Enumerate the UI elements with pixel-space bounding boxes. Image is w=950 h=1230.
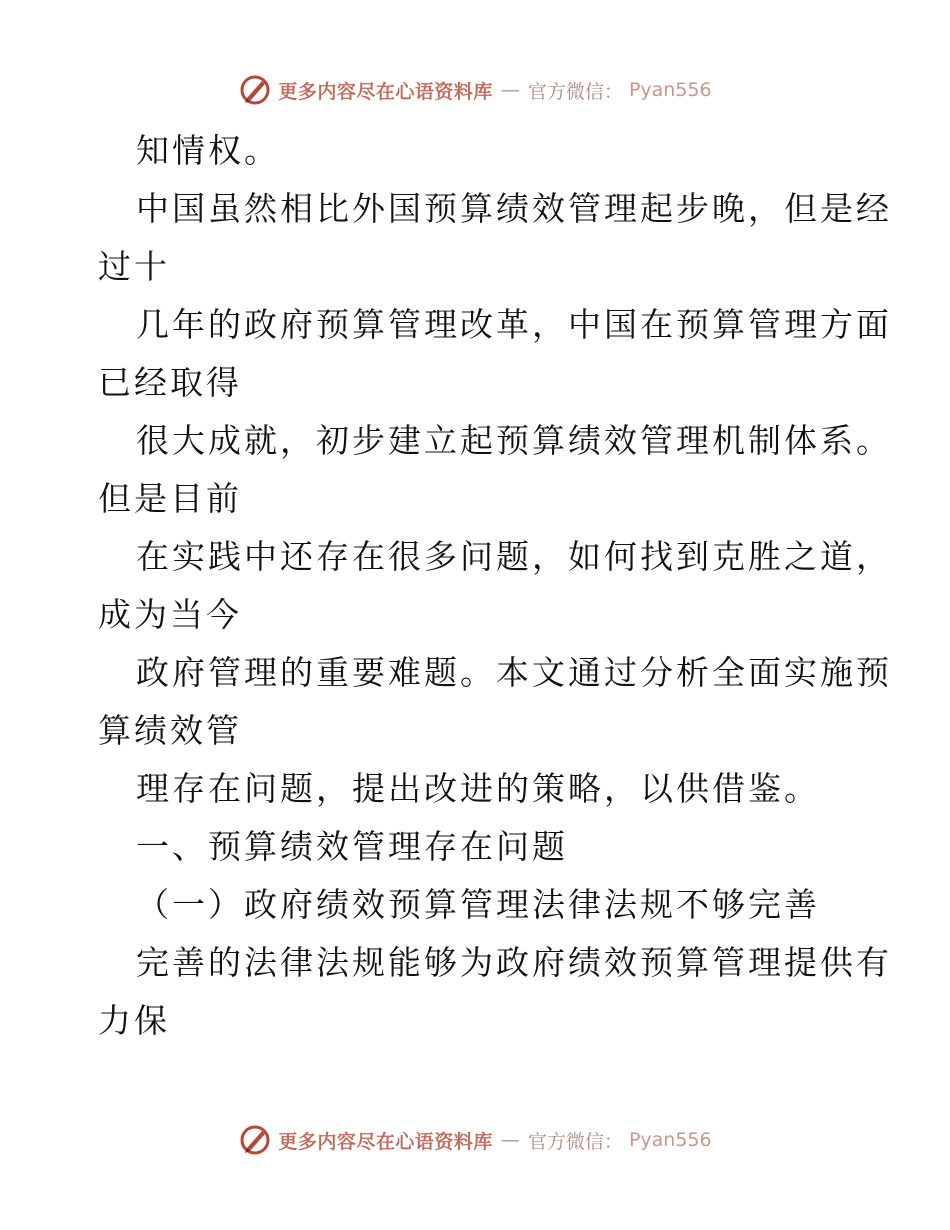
header-watermark <box>0 70 950 110</box>
watermark-dash: — <box>500 79 520 101</box>
body-line: 过十 <box>98 247 170 286</box>
pen-logo-icon <box>238 1123 272 1157</box>
subsection-heading: （一）政府绩效预算管理法律法规不够完善 <box>136 885 820 924</box>
body-line: 完善的法律法规能够为政府绩效预算管理提供有 <box>136 943 892 982</box>
body-line: 知情权。 <box>136 131 280 170</box>
watermark-dash: — <box>500 1129 520 1151</box>
watermark-brand-text: 更多内容尽在心语资料库 <box>278 80 493 103</box>
watermark-brand-text: 更多内容尽在心语资料库 <box>278 1130 493 1153</box>
footer-watermark <box>0 1120 950 1160</box>
watermark-wechat-id: Pyan556 <box>628 79 712 101</box>
body-line: 理存在问题，提出改进的策略，以供借鉴。 <box>136 769 820 808</box>
watermark-wechat-label: 官方微信： <box>527 80 623 103</box>
pen-logo-icon <box>238 73 272 107</box>
body-line: 中国虽然相比外国预算绩效管理起步晚，但是经 <box>136 189 892 228</box>
body-line: 几年的政府预算管理改革，中国在预算管理方面 <box>136 305 892 344</box>
body-line: 已经取得 <box>98 363 242 402</box>
document-body <box>98 122 892 1050</box>
body-line: 力保 <box>98 1001 170 1040</box>
body-line: 政府管理的重要难题。本文通过分析全面实施预 <box>136 653 892 692</box>
body-line: 在实践中还存在很多问题，如何找到克胜之道， <box>136 537 892 576</box>
body-line: 但是目前 <box>98 479 242 518</box>
watermark-wechat-label: 官方微信： <box>527 1130 623 1153</box>
section-heading: 一、预算绩效管理存在问题 <box>136 827 568 866</box>
watermark-wechat-id: Pyan556 <box>628 1129 712 1151</box>
body-line: 很大成就，初步建立起预算绩效管理机制体系。 <box>136 421 892 460</box>
body-line: 算绩效管 <box>98 711 242 750</box>
body-line: 成为当今 <box>98 595 242 634</box>
